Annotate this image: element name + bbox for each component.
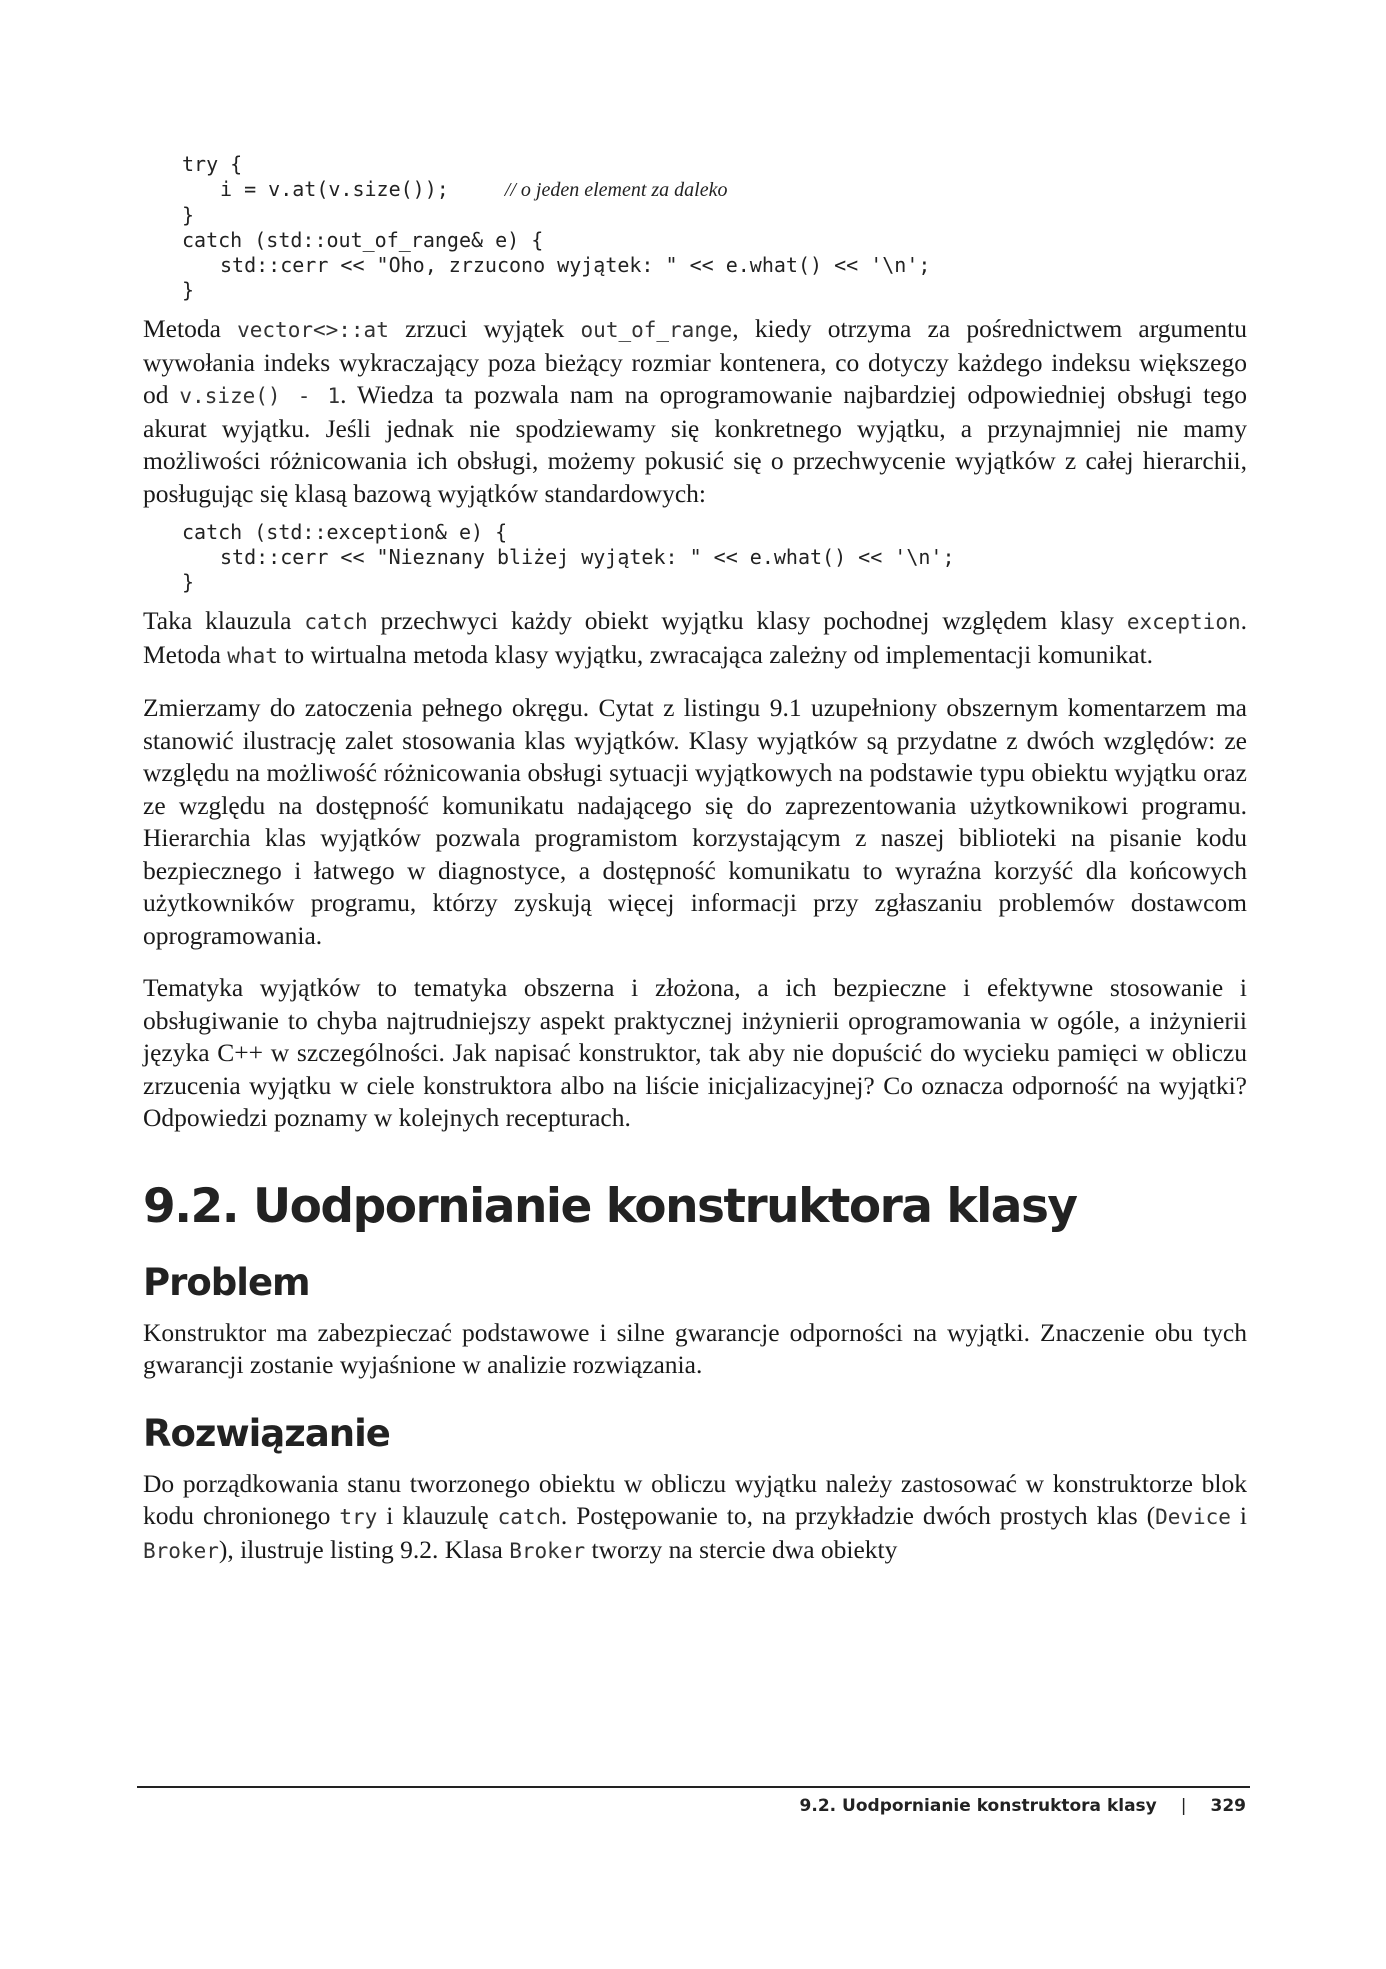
footer-rule xyxy=(137,1786,1250,1788)
paragraph-full-circle: Zmierzamy do zatoczenia pełnego okręgu. Cytat z listingu 9.1 uzupełniony obszernym komentarzem ma stanowić ilustrację zalet stosowania klas wyjątków. Klasy wyjątków są przydatne z dwóch względów: ze względu na możliwość różnicowania obsługi sytuacji wyjątkowych na podstawie typu obiektu wyjątku oraz ze względu na dostępność komunikatu nadającego się do zaprezentowania użytkownikowi programu. Hierarchia klas wyjątków pozwala programistom korzystającym z naszej biblioteki na pisanie kodu bezpiecznego i łatwego w diagnostyce, a dostępność komunikatu to wyraźna korzyść dla końcowych użytkowników programu, którzy zyskują więcej informacji przy zgłaszaniu problemów dostawcom oprogramowania. xyxy=(143,693,1247,950)
code-line: std::cerr << "Nieznany bliżej wyjątek: " << e.what() << '\n'; xyxy=(220,545,955,569)
code-line: } xyxy=(182,570,195,594)
code-line: i = v.at(v.size()); xyxy=(220,177,449,201)
code-comment: // o jeden element za daleko xyxy=(504,179,728,201)
code-line: catch (std::exception& e) { xyxy=(182,520,508,544)
paragraph-exceptions-topic: Tematyka wyjątków to tematyka obszerna i złożona, a ich bezpieczne i efektywne stosowanie i obsługiwanie to chyba najtrudniejszy aspekt praktycznej inżynierii oprogramowania w ogóle, a inżynierii języka C++ w szczególności. Jak napisać konstruktor, tak aby nie dopuścić do wycieku pamięci w obliczu zrzucenia wyjątku w ciele konstruktora albo na liście inicjalizacyjnej? Co oznacza odporność na wyjątki? Odpowiedzi poznamy w kolejnych recepturach. xyxy=(143,973,1247,1132)
page-content xyxy=(143,152,1247,1567)
problem-text: Konstruktor ma zabezpieczać podstawowe i silne gwarancje odporności na wyjątki. Znaczenie obu tych gwarancji zostanie wyjaśnione w analizie rozwiązania. xyxy=(143,1317,1247,1379)
code-block-catch-exception xyxy=(182,520,1247,595)
footer-separator: | xyxy=(1180,1796,1187,1816)
solution-text: Do porządkowania stanu tworzonego obiektu w obliczu wyjątku należy zastosować w konstruktorze blok kodu chronionego try i klauzulę catch. Postępowanie to, na przykładzie dwóch prostych klas (Device i Broker), ilustruje listing 9.2. Klasa Broker tworzy na stercie dwa obiekty xyxy=(143,1468,1247,1564)
solution-heading: Rozwiązanie xyxy=(143,1411,390,1455)
code-block-try xyxy=(182,152,1247,303)
code-line: } xyxy=(182,203,195,227)
section-title: 9.2. Uodpornianie konstruktora klasy xyxy=(143,1178,1077,1234)
paragraph-catch-clause: Taka klauzula catch przechwyci każdy obiekt wyjątku klasy pochodnej względem klasy exception. Metoda what to wirtualna metoda klasy wyjątku, zwracająca zależny od implementacji komunikat. xyxy=(143,606,1247,669)
page-number: 329 xyxy=(1210,1796,1246,1816)
paragraph-vector-at: Metoda vector<>::at zrzuci wyjątek out_of_range, kiedy otrzyma za pośrednictwem argumentu wywołania indeks wykraczający poza bieżący rozmiar kontenera, co dotyczy każdego indeksu większego od v.size() - 1. Wiedza ta pozwala nam na oprogramowanie najbardziej odpowiedniej obsługi tego akurat wyjątku. Jeśli jednak nie spodziewamy się konkretnego wyjątku, a przynajmniej nie mamy możliwości różnicowania ich obsługi, możemy pokusić się o przechwycenie wyjątków z całej hierarchii, posługując się klasą bazową wyjątków standardowych: xyxy=(143,314,1248,508)
page-footer xyxy=(800,1796,1246,1816)
problem-heading: Problem xyxy=(143,1260,310,1304)
code-line: std::cerr << "Oho, zrzucono wyjątek: " << e.what() << '\n'; xyxy=(220,253,931,277)
code-line: try { xyxy=(182,152,243,176)
code-line: } xyxy=(182,278,195,302)
running-title: 9.2. Uodpornianie konstruktora klasy xyxy=(799,1796,1157,1816)
code-line: catch (std::out_of_range& e) { xyxy=(182,228,544,252)
